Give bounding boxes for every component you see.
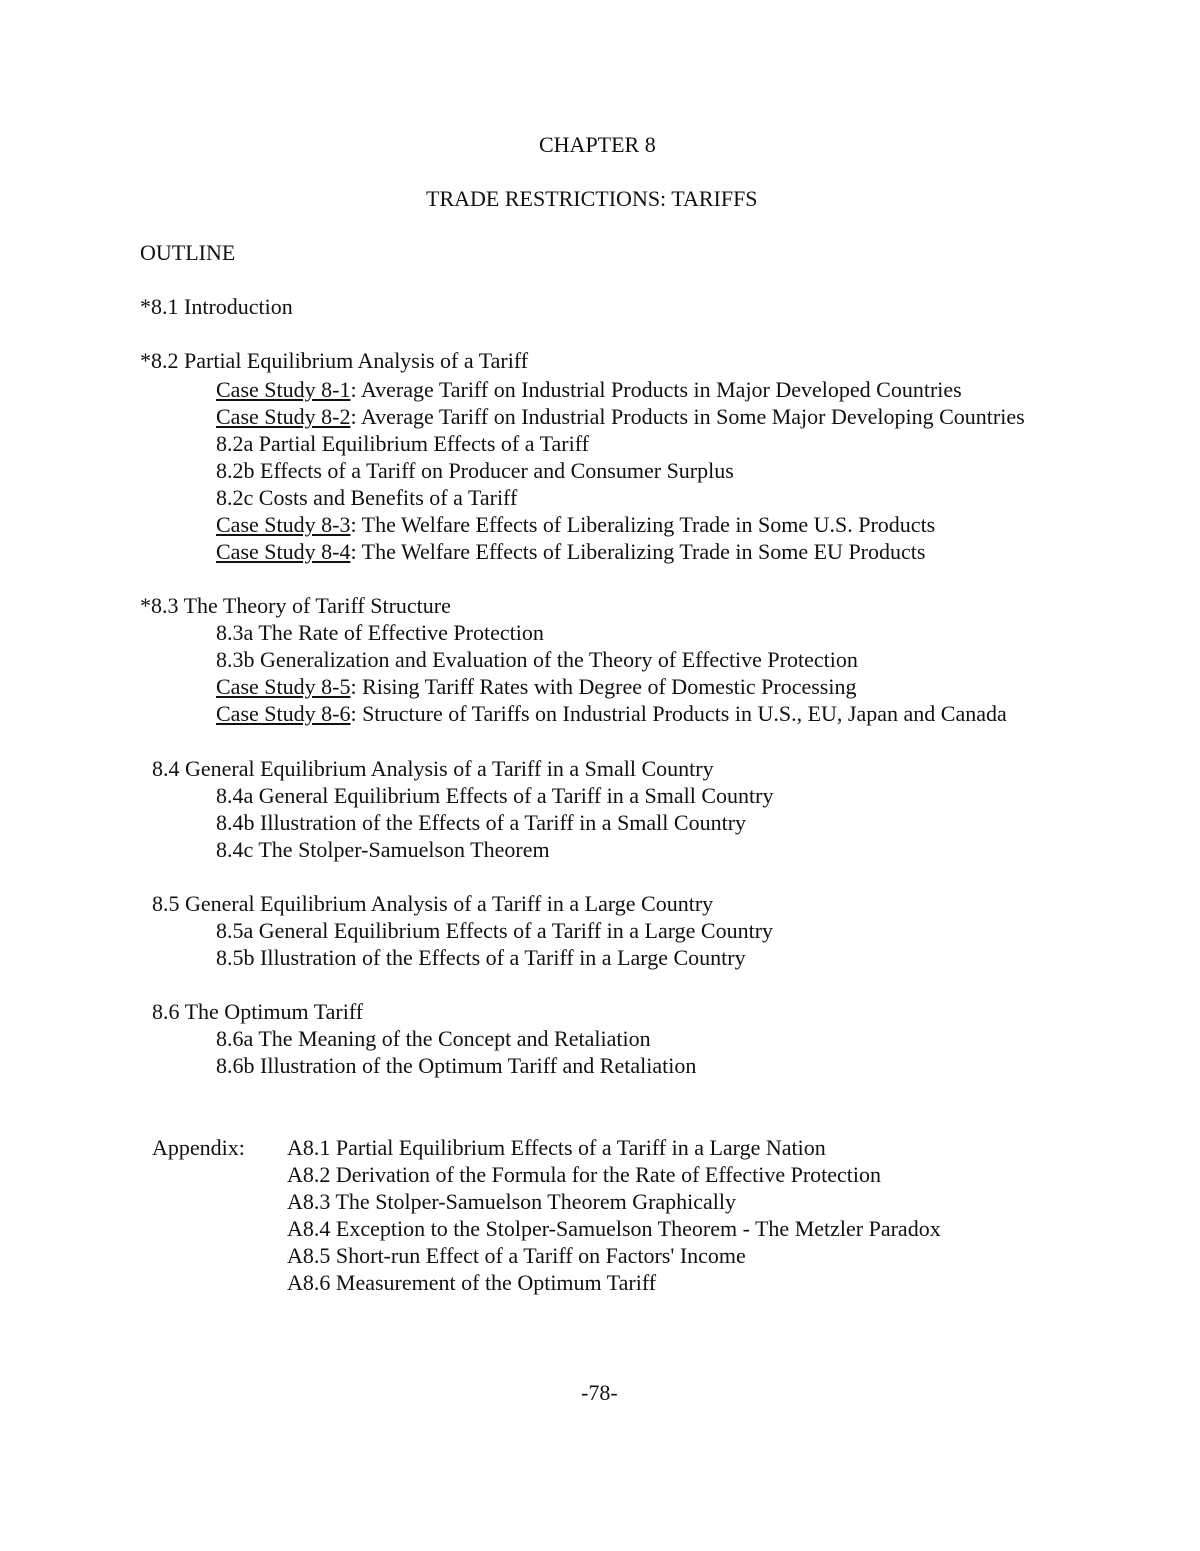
section-8-5-title: 8.5 General Equilibrium Analysis of a Tariff in a Large Country <box>152 891 714 916</box>
case-study-text: : The Welfare Effects of Liberalizing Trade in Some EU Products <box>350 539 926 564</box>
case-study-link[interactable]: Case Study 8-6 <box>216 701 351 726</box>
appendix-item: A8.2 Derivation of the Formula for the Rate of Effective Protection <box>287 1162 882 1187</box>
case-study-link[interactable]: Case Study 8-5 <box>216 674 351 699</box>
case-study-link[interactable]: Case Study 8-3 <box>216 512 351 537</box>
subsection-8-3a: 8.3a The Rate of Effective Protection <box>216 620 544 645</box>
case-study-8-5 <box>216 674 856 700</box>
case-study-8-4 <box>216 539 925 565</box>
subsection-8-6b: 8.6b Illustration of the Optimum Tariff and Retaliation <box>216 1053 697 1078</box>
section-8-2-title: *8.2 Partial Equilibrium Analysis of a Tariff <box>140 348 529 373</box>
case-study-8-6 <box>216 701 1007 727</box>
appendix-item: A8.3 The Stolper-Samuelson Theorem Graphically <box>287 1189 737 1214</box>
case-study-text: : Structure of Tariffs on Industrial Products in U.S., EU, Japan and Canada <box>350 701 1007 726</box>
appendix-item: A8.6 Measurement of the Optimum Tariff <box>287 1270 657 1295</box>
case-study-text: : Average Tariff on Industrial Products in Some Major Developing Countries <box>350 404 1025 429</box>
case-study-8-2 <box>216 404 1025 430</box>
case-study-text: : Rising Tariff Rates with Degree of Domestic Processing <box>350 674 857 699</box>
subsection-8-5a: 8.5a General Equilibrium Effects of a Tariff in a Large Country <box>216 918 774 943</box>
subsection-8-2c: 8.2c Costs and Benefits of a Tariff <box>216 485 518 510</box>
case-study-8-3 <box>216 512 935 538</box>
subsection-8-5b: 8.5b Illustration of the Effects of a Tariff in a Large Country <box>216 945 746 970</box>
subsection-8-4a: 8.4a General Equilibrium Effects of a Tariff in a Small Country <box>216 783 774 808</box>
subsection-8-4b: 8.4b Illustration of the Effects of a Tariff in a Small Country <box>216 810 747 835</box>
case-study-link[interactable]: Case Study 8-1 <box>216 377 351 402</box>
section-8-6-title: 8.6 The Optimum Tariff <box>152 999 364 1024</box>
page-number: -78- <box>581 1380 618 1405</box>
subsection-8-3b: 8.3b Generalization and Evaluation of the Theory of Effective Protection <box>216 647 858 672</box>
appendix-item: A8.1 Partial Equilibrium Effects of a Tariff in a Large Nation <box>287 1135 826 1160</box>
chapter-label: CHAPTER 8 <box>539 132 656 157</box>
case-study-link[interactable]: Case Study 8-2 <box>216 404 351 429</box>
outline-heading: OUTLINE <box>140 240 236 265</box>
subsection-8-2a: 8.2a Partial Equilibrium Effects of a Tariff <box>216 431 589 456</box>
appendix-item: A8.5 Short-run Effect of a Tariff on Factors' Income <box>287 1243 746 1268</box>
section-8-1-title: *8.1 Introduction <box>140 294 293 319</box>
case-study-text: : Average Tariff on Industrial Products in Major Developed Countries <box>350 377 962 402</box>
subsection-8-4c: 8.4c The Stolper-Samuelson Theorem <box>216 837 550 862</box>
section-8-4-title: 8.4 General Equilibrium Analysis of a Tariff in a Small Country <box>152 756 714 781</box>
case-study-text: : The Welfare Effects of Liberalizing Trade in Some U.S. Products <box>350 512 936 537</box>
case-study-link[interactable]: Case Study 8-4 <box>216 539 351 564</box>
case-study-8-1 <box>216 377 962 403</box>
section-8-3-title: *8.3 The Theory of Tariff Structure <box>140 593 451 618</box>
appendix-item: A8.4 Exception to the Stolper-Samuelson Theorem - The Metzler Paradox <box>287 1216 941 1241</box>
chapter-title: TRADE RESTRICTIONS: TARIFFS <box>426 186 758 211</box>
appendix-label: Appendix: <box>152 1135 245 1160</box>
subsection-8-2b: 8.2b Effects of a Tariff on Producer and Consumer Surplus <box>216 458 734 483</box>
subsection-8-6a: 8.6a The Meaning of the Concept and Retaliation <box>216 1026 651 1051</box>
